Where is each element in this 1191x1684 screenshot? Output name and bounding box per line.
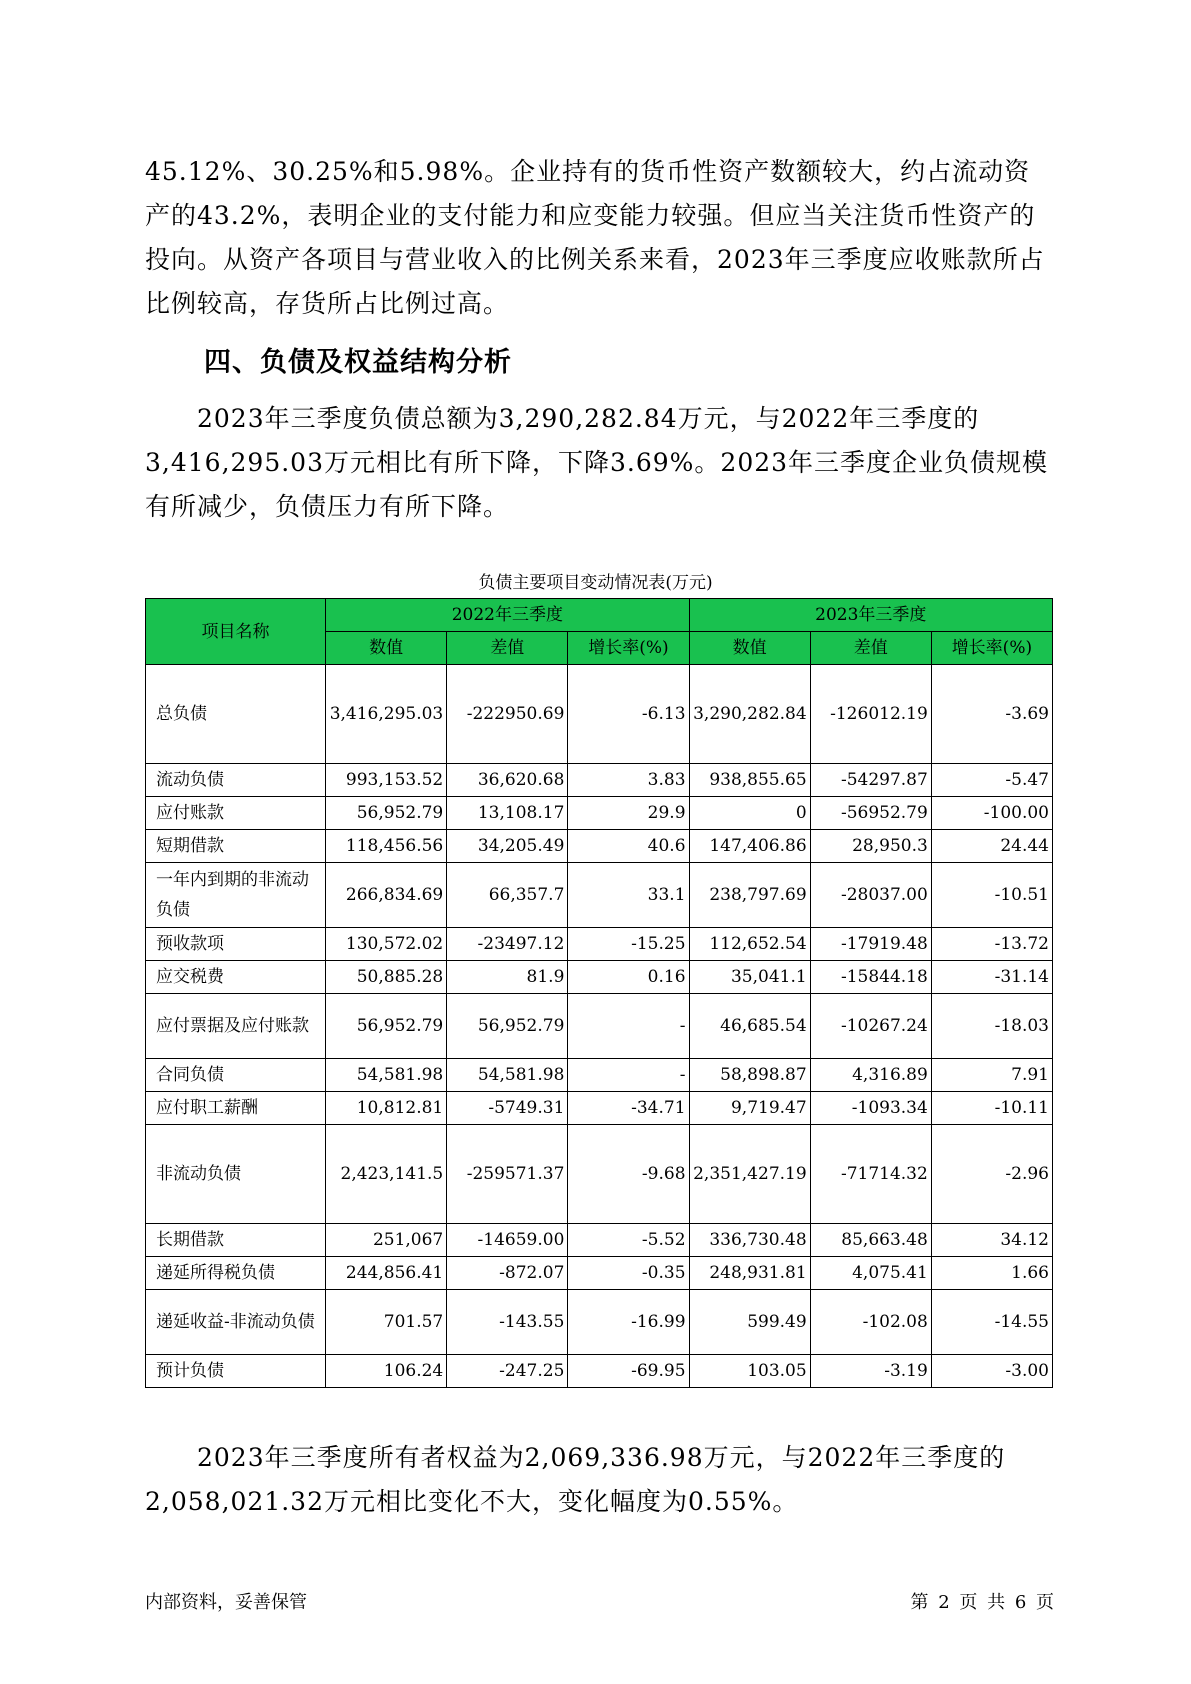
table-row xyxy=(146,863,1053,928)
cell-value-2022: 106.24 xyxy=(326,1355,447,1388)
cell-rate-2023: -13.72 xyxy=(931,928,1052,961)
cell-rate-2023: 1.66 xyxy=(931,1257,1052,1290)
cell-rate-2022: -69.95 xyxy=(568,1355,689,1388)
cell-rate-2023: -10.11 xyxy=(931,1092,1052,1125)
cell-diff-2022: -222950.69 xyxy=(447,665,568,764)
cell-diff-2023: -126012.19 xyxy=(810,665,931,764)
cell-value-2022: 118,456.56 xyxy=(326,830,447,863)
cell-value-2023: 336,730.48 xyxy=(689,1224,810,1257)
cell-value-2023: 248,931.81 xyxy=(689,1257,810,1290)
cell-value-2023: 147,406.86 xyxy=(689,830,810,863)
cell-diff-2022: 66,357.7 xyxy=(447,863,568,928)
cell-diff-2022: -247.25 xyxy=(447,1355,568,1388)
cell-diff-2023: -28037.00 xyxy=(810,863,931,928)
cell-diff-2023: -54297.87 xyxy=(810,764,931,797)
cell-rate-2023: -3.69 xyxy=(931,665,1052,764)
cell-diff-2023: -71714.32 xyxy=(810,1125,931,1224)
cell-value-2023: 3,290,282.84 xyxy=(689,665,810,764)
cell-diff-2023: -102.08 xyxy=(810,1290,931,1355)
cell-rate-2022: -9.68 xyxy=(568,1125,689,1224)
cell-diff-2023: -10267.24 xyxy=(810,994,931,1059)
paragraph-liabilities-summary: 2023年三季度负债总额为3,290,282.84万元，与2022年三季度的3,416,295.03万元相比有所下降，下降3.69%。2023年三季度企业负债规模有所减少，负债压力有所下降。 xyxy=(145,404,1049,521)
table-row xyxy=(146,994,1053,1059)
table-row xyxy=(146,1092,1053,1125)
cell-rate-2022: 33.1 xyxy=(568,863,689,928)
cell-value-2022: 10,812.81 xyxy=(326,1092,447,1125)
header-rate-2022: 增长率(%) xyxy=(568,632,689,665)
cell-diff-2022: 13,108.17 xyxy=(447,797,568,830)
cell-rate-2022: -0.35 xyxy=(568,1257,689,1290)
row-item-name: 应付票据及应付账款 xyxy=(146,994,326,1059)
cell-diff-2022: -23497.12 xyxy=(447,928,568,961)
row-item-name: 应交税费 xyxy=(146,961,326,994)
cell-diff-2023: -1093.34 xyxy=(810,1092,931,1125)
cell-value-2023: 2,351,427.19 xyxy=(689,1125,810,1224)
cell-diff-2022: -5749.31 xyxy=(447,1092,568,1125)
cell-rate-2022: 40.6 xyxy=(568,830,689,863)
cell-rate-2022: 3.83 xyxy=(568,764,689,797)
header-diff-2022: 差值 xyxy=(447,632,568,665)
cell-value-2023: 103.05 xyxy=(689,1355,810,1388)
cell-diff-2023: 28,950.3 xyxy=(810,830,931,863)
cell-value-2023: 58,898.87 xyxy=(689,1059,810,1092)
cell-diff-2022: -14659.00 xyxy=(447,1224,568,1257)
cell-rate-2022: 0.16 xyxy=(568,961,689,994)
table-row xyxy=(146,797,1053,830)
cell-value-2022: 50,885.28 xyxy=(326,961,447,994)
cell-rate-2023: 34.12 xyxy=(931,1224,1052,1257)
cell-value-2022: 56,952.79 xyxy=(326,797,447,830)
cell-rate-2023: -14.55 xyxy=(931,1290,1052,1355)
header-period-2023: 2023年三季度 xyxy=(689,599,1052,632)
row-item-name: 应付账款 xyxy=(146,797,326,830)
cell-value-2022: 3,416,295.03 xyxy=(326,665,447,764)
cell-value-2022: 266,834.69 xyxy=(326,863,447,928)
cell-diff-2022: -259571.37 xyxy=(447,1125,568,1224)
header-period-2022: 2022年三季度 xyxy=(326,599,689,632)
footer-confidential-note: 内部资料，妥善保管 xyxy=(145,1592,307,1613)
cell-value-2023: 112,652.54 xyxy=(689,928,810,961)
row-item-name: 一年内到期的非流动负债 xyxy=(146,863,326,928)
row-item-name: 合同负债 xyxy=(146,1059,326,1092)
cell-rate-2022: -5.52 xyxy=(568,1224,689,1257)
cell-diff-2023: 4,075.41 xyxy=(810,1257,931,1290)
cell-rate-2023: -3.00 xyxy=(931,1355,1052,1388)
row-item-name: 预计负债 xyxy=(146,1355,326,1388)
cell-rate-2022: 29.9 xyxy=(568,797,689,830)
cell-value-2023: 938,855.65 xyxy=(689,764,810,797)
row-item-name: 应付职工薪酬 xyxy=(146,1092,326,1125)
cell-value-2023: 238,797.69 xyxy=(689,863,810,928)
cell-diff-2023: 85,663.48 xyxy=(810,1224,931,1257)
cell-diff-2023: -17919.48 xyxy=(810,928,931,961)
cell-rate-2023: -100.00 xyxy=(931,797,1052,830)
cell-rate-2023: -2.96 xyxy=(931,1125,1052,1224)
row-item-name: 流动负债 xyxy=(146,764,326,797)
cell-rate-2022: - xyxy=(568,1059,689,1092)
cell-diff-2023: -56952.79 xyxy=(810,797,931,830)
header-value-2022: 数值 xyxy=(326,632,447,665)
cell-value-2022: 2,423,141.5 xyxy=(326,1125,447,1224)
paragraph-asset-structure: 45.12%、30.25%和5.98%。企业持有的货币性资产数额较大，约占流动资产的43.2%，表明企业的支付能力和应变能力较强。但应当关注货币性资产的投向。从资产各项目与营业收入的比例关系来看，2023年三季度应收账款所占比例较高，存货所占比例过高。 xyxy=(145,157,1045,318)
cell-value-2022: 251,067 xyxy=(326,1224,447,1257)
liabilities-table xyxy=(145,598,1053,1388)
table-row xyxy=(146,1224,1053,1257)
cell-diff-2022: 54,581.98 xyxy=(447,1059,568,1092)
cell-value-2023: 35,041.1 xyxy=(689,961,810,994)
cell-rate-2023: 24.44 xyxy=(931,830,1052,863)
header-diff-2023: 差值 xyxy=(810,632,931,665)
row-item-name: 非流动负债 xyxy=(146,1125,326,1224)
table-row xyxy=(146,1290,1053,1355)
header-value-2023: 数值 xyxy=(689,632,810,665)
cell-value-2022: 54,581.98 xyxy=(326,1059,447,1092)
header-item-name: 项目名称 xyxy=(146,599,326,665)
cell-diff-2022: 36,620.68 xyxy=(447,764,568,797)
table-row xyxy=(146,1257,1053,1290)
cell-rate-2022: -16.99 xyxy=(568,1290,689,1355)
cell-diff-2022: -143.55 xyxy=(447,1290,568,1355)
cell-rate-2022: -34.71 xyxy=(568,1092,689,1125)
cell-diff-2023: -3.19 xyxy=(810,1355,931,1388)
table-row xyxy=(146,928,1053,961)
cell-value-2023: 46,685.54 xyxy=(689,994,810,1059)
footer-page-number: 第 2 页 共 6 页 xyxy=(910,1592,1054,1613)
cell-diff-2022: -872.07 xyxy=(447,1257,568,1290)
cell-value-2022: 701.57 xyxy=(326,1290,447,1355)
row-item-name: 递延所得税负债 xyxy=(146,1257,326,1290)
cell-diff-2022: 81.9 xyxy=(447,961,568,994)
cell-rate-2023: -31.14 xyxy=(931,961,1052,994)
cell-value-2023: 9,719.47 xyxy=(689,1092,810,1125)
table-row xyxy=(146,1059,1053,1092)
row-item-name: 总负债 xyxy=(146,665,326,764)
table-row xyxy=(146,764,1053,797)
table-row xyxy=(146,961,1053,994)
cell-diff-2023: -15844.18 xyxy=(810,961,931,994)
cell-rate-2022: -15.25 xyxy=(568,928,689,961)
cell-value-2022: 993,153.52 xyxy=(326,764,447,797)
cell-diff-2022: 34,205.49 xyxy=(447,830,568,863)
cell-value-2023: 599.49 xyxy=(689,1290,810,1355)
row-item-name: 预收款项 xyxy=(146,928,326,961)
row-item-name: 长期借款 xyxy=(146,1224,326,1257)
cell-diff-2022: 56,952.79 xyxy=(447,994,568,1059)
cell-value-2022: 130,572.02 xyxy=(326,928,447,961)
table-row xyxy=(146,830,1053,863)
cell-value-2022: 244,856.41 xyxy=(326,1257,447,1290)
row-item-name: 递延收益-非流动负债 xyxy=(146,1290,326,1355)
cell-diff-2023: 4,316.89 xyxy=(810,1059,931,1092)
table-caption: 负债主要项目变动情况表(万元) xyxy=(478,573,713,593)
paragraph-equity-summary: 2023年三季度所有者权益为2,069,336.98万元，与2022年三季度的2,058,021.32万元相比变化不大，变化幅度为0.55%。 xyxy=(145,1443,1006,1516)
cell-rate-2022: -6.13 xyxy=(568,665,689,764)
table-row xyxy=(146,1125,1053,1224)
cell-rate-2023: -10.51 xyxy=(931,863,1052,928)
cell-value-2022: 56,952.79 xyxy=(326,994,447,1059)
table-row xyxy=(146,1355,1053,1388)
cell-value-2023: 0 xyxy=(689,797,810,830)
table-row xyxy=(146,665,1053,764)
cell-rate-2022: - xyxy=(568,994,689,1059)
header-rate-2023: 增长率(%) xyxy=(931,632,1052,665)
cell-rate-2023: 7.91 xyxy=(931,1059,1052,1092)
section-heading: 四、负债及权益结构分析 xyxy=(204,347,512,378)
row-item-name: 短期借款 xyxy=(146,830,326,863)
cell-rate-2023: -18.03 xyxy=(931,994,1052,1059)
table-body xyxy=(146,665,1053,1388)
cell-rate-2023: -5.47 xyxy=(931,764,1052,797)
